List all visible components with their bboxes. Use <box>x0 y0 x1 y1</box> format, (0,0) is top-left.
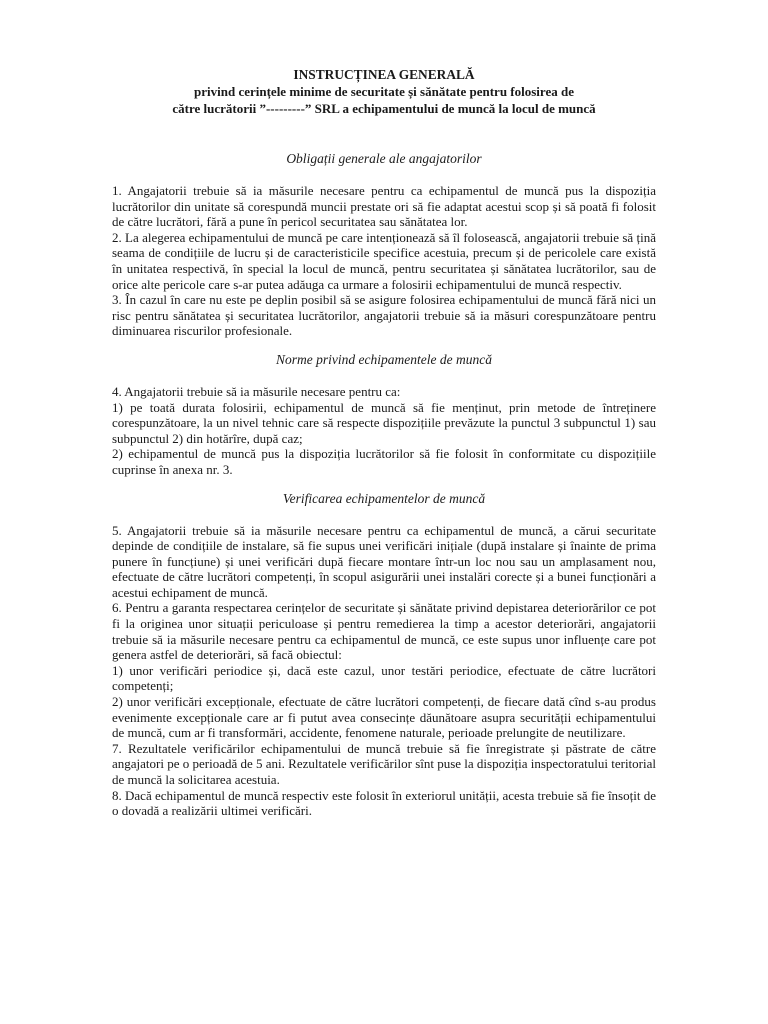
paragraph-8: 8. Dacă echipamentul de muncă respectiv este folosit în exteriorul unității, acesta trebuie să fie însoțit de o dovadă a realizării ultimei verificări. <box>112 787 656 819</box>
paragraph-6-item-1: 1) unor verificări periodice și, dacă este cazul, unor testări periodice, efectuate de către lucrători competenți; <box>112 662 656 694</box>
document-page <box>112 66 656 819</box>
section-heading-general-obligations: Obligații generale ale angajatorilor <box>286 151 482 166</box>
paragraph-4-item-2: 2) echipamentul de muncă pus la dispoziția lucrătorilor să fie folosit în conformitate cu dispozițiile cuprinse în anexa nr. 3. <box>112 446 656 477</box>
section-heading-equipment-checks: Verificarea echipamentelor de muncă <box>282 490 486 506</box>
paragraph-5: 5. Angajatorii trebuie să ia măsurile necesare pentru ca echipamentul de muncă, a cărui securitate depinde de condițiile de instalare, să fie supus unei verificări inițiale (după instalare și înainte de prima punere în funcțiune) și unei verificări după fiecare montare într-un loc nou sau un amplasament nou, efectuate de către lucrători competenți, în scopul asigurării unei instalări corecte și a bunei funcționări a acestui echipament de muncă. <box>112 522 656 600</box>
document-title: INSTRUCȚINEA GENERALĂ <box>293 67 475 82</box>
paragraph-7: 7. Rezultatele verificărilor echipamentului de muncă trebuie să fie înregistrate și păstrate de către angajatori pe o perioadă de 5 ani. Rezultatele verificărilor sînt puse la dispoziția inspectoratului teritorial de muncă la solicitarea acestuia. <box>112 740 656 787</box>
paragraph-4-item-1: 1) pe toată durata folosirii, echipamentul de muncă să fie menținut, prin metode de întreținere corespunzătoare, la un nivel tehnic care să respecte dispozițiile prevăzute la punctul 3 subpunctul 1) sau subpunctul 2) din hotărîre, după caz; <box>112 399 656 446</box>
document-subtitle-line-1: privind cerințele minime de securitate și sănătate pentru folosirea de <box>194 84 574 99</box>
paragraph-1: 1. Angajatorii trebuie să ia măsurile necesare pentru ca echipamentul de muncă pus la dispoziția lucrătorilor din unitate să corespundă muncii prestate ori să fie adaptat acestui scop și să poată fi folosit de către lucrători, fără a pune în pericol securitatea sau sănătatea lor. <box>112 183 656 230</box>
paragraph-4: 4. Angajatorii trebuie să ia măsurile necesare pentru ca: <box>112 383 401 399</box>
paragraph-6-item-2: 2) unor verificări excepționale, efectuate de către lucrători competenți, de fiecare dată cînd s-au produs evenimente excepționale care ar fi putut avea consecințe dăunătoare asupra securității echipamentului de muncă, cum ar fi transformări, accidente, fenomene naturale, perioade prelungite de neutilizare. <box>112 694 656 741</box>
paragraph-2: 2. La alegerea echipamentului de muncă pe care intenționează să îl folosească, angajatorii trebuie să țină seama de condițiile de lucru și de caracteristicile specifice acestuia, precum și de pericolele care există în unitatea respectivă, în special la locul de muncă, pentru securitatea și sănătatea lucrătorilor, sau de orice alte pericole care s-ar putea adăuga ca urmare a folosirii echipamentului de muncă respectiv. <box>112 229 656 292</box>
document-subtitle-line-2: către lucrătorii ”---------” SRL a echipamentului de muncă la locul de muncă <box>172 101 596 116</box>
paragraph-3: 3. În cazul în care nu este pe deplin posibil să se asigure folosirea echipamentului de muncă fără nici un risc pentru sănătatea și securitatea lucrătorilor, angajatorii trebuie să ia măsuri corespunzătoare pentru diminuarea riscurilor profesionale. <box>112 292 656 339</box>
section-heading-equipment-norms: Norme privind echipamentele de muncă <box>276 351 492 367</box>
paragraph-6: 6. Pentru a garanta respectarea cerințelor de securitate și sănătate privind depistarea deteriorărilor ce pot fi la originea unor situații periculoase și pentru remedierea la timp a acestor deteriorări, angajatorii trebuie să ia măsurile necesare pentru ca echipamentul de muncă, ce este supus unor influențe care pot genera astfel de deteriorări, să facă obiectul: <box>112 600 656 663</box>
